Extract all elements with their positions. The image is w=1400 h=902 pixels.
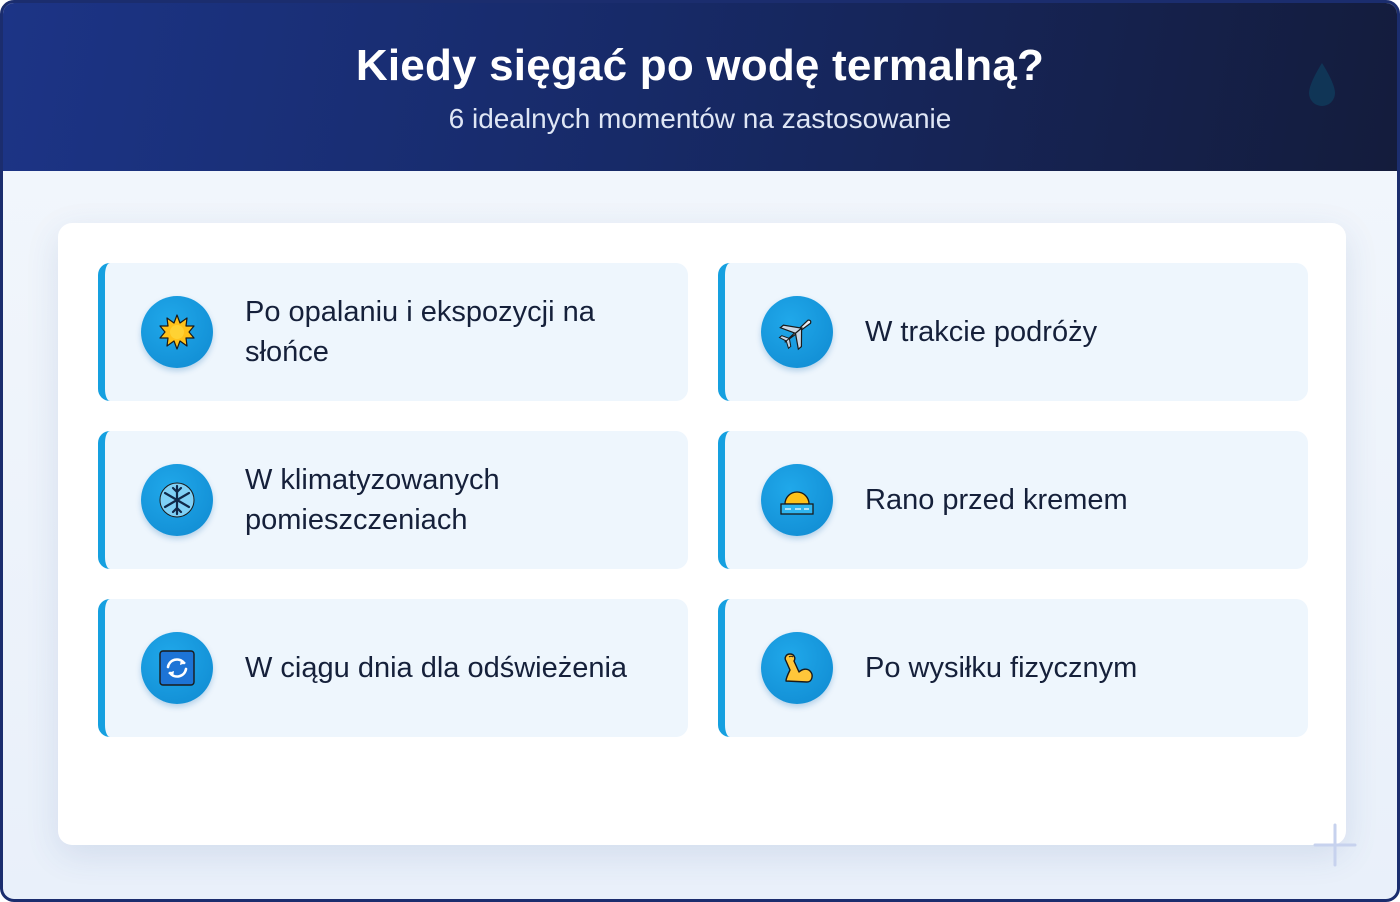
moment-card-morning — [718, 431, 1308, 569]
airplane-icon — [761, 296, 833, 368]
moment-card-workout — [718, 599, 1308, 737]
moment-card-ac — [98, 431, 688, 569]
page-subtitle: 6 idealnych momentów na zastosowanie — [448, 103, 952, 134]
moment-card-travel — [718, 263, 1308, 401]
plus-icon — [1313, 823, 1357, 867]
moment-label: W trakcie podróży — [865, 316, 1098, 348]
moment-label: W ciągu dnia dla odświeżenia — [245, 652, 628, 684]
sun-icon — [141, 296, 213, 368]
sunrise-icon — [761, 464, 833, 536]
moment-label: Rano przed kremem — [865, 484, 1128, 516]
moment-label: W klimatyzowanych pomieszczeniach — [245, 464, 500, 536]
moment-label: Po opalaniu i ekspozycji na słońce — [245, 296, 595, 368]
moment-card-sun — [98, 263, 688, 401]
flexed-arm-icon — [761, 632, 833, 704]
moment-card-refresh — [98, 599, 688, 737]
refresh-icon — [141, 632, 213, 704]
moment-label: Po wysiłku fizycznym — [865, 652, 1138, 684]
header-banner — [3, 3, 1397, 171]
page-title: Kiedy sięgać po wodę termalną? — [355, 41, 1045, 90]
snowflake-icon — [141, 464, 213, 536]
moments-panel — [58, 223, 1346, 845]
water-drop-icon — [1307, 61, 1337, 109]
